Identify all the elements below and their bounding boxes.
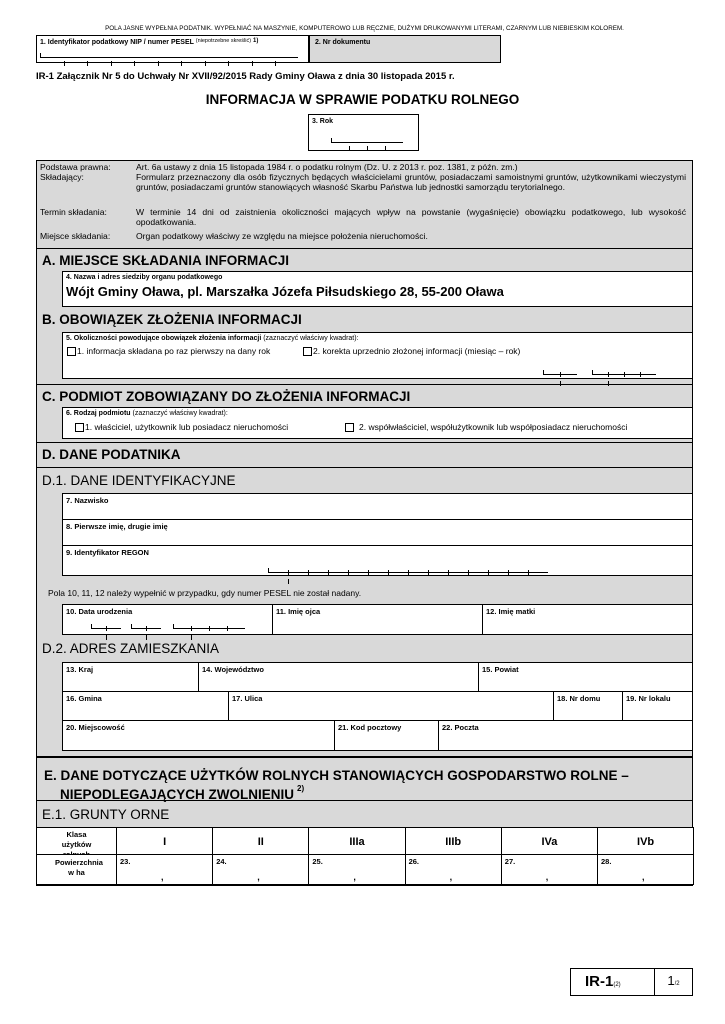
checkbox-co-owner[interactable] <box>345 423 354 432</box>
form-code: IR-1 <box>585 973 614 990</box>
field5-hint: (zaznaczyć właściwy kwadrat): <box>263 335 359 342</box>
province-field[interactable] <box>198 662 479 692</box>
city-field[interactable] <box>62 720 335 751</box>
area-field-number: 25. <box>312 857 323 866</box>
f10-label: 10. Data urodzenia <box>66 607 133 616</box>
f22-label: 22. Poczta <box>442 723 479 732</box>
area-input-cell[interactable] <box>405 854 502 885</box>
class-label: Klasa użytków <box>36 827 117 855</box>
area-input-cell[interactable] <box>212 854 309 885</box>
class-column-header: IIIb <box>405 827 502 855</box>
mother-name-field[interactable] <box>482 604 693 635</box>
field5-label: 5. Okoliczności powodujące obowiązek złożenia informacji <box>66 335 262 342</box>
option-co-owner[interactable] <box>345 422 627 432</box>
page-number-box <box>654 968 693 996</box>
f18-label: 18. Nr domu <box>557 694 601 703</box>
year-ticks-correction <box>592 370 656 375</box>
area-label: Powierzchnia w ha <box>36 854 117 885</box>
year-ticks <box>331 138 403 143</box>
f12-label: 12. Imię matki <box>486 607 536 616</box>
day-ticks <box>91 624 121 629</box>
decimal-comma: , <box>353 872 356 882</box>
area-field-number: 27. <box>504 857 516 866</box>
section-d2-title: D.2. ADRES ZAMIESZKANIA <box>42 641 220 656</box>
annex-reference: IR-1 Załącznik Nr 5 do Uchwały Nr XVII/92/2015 Rady Gminy Oława z dnia 30 listopada 2015 r. <box>36 71 455 82</box>
f15-label: 15. Powiat <box>482 665 519 674</box>
decimal-comma: , <box>449 872 453 882</box>
form-code-box <box>570 968 655 996</box>
apartment-number-field[interactable] <box>622 691 693 721</box>
basis-label: Podstawa prawna: <box>40 162 111 172</box>
area-input-cell[interactable] <box>308 854 405 885</box>
month-ticks <box>543 370 577 375</box>
section-c-title: C. PODMIOT ZOBOWIĄZANY DO ZŁOŻENIA INFORMACJI <box>36 384 693 408</box>
section-a-title: A. MIEJSCE SKŁADANIA INFORMACJI <box>36 248 693 272</box>
country-field[interactable] <box>62 662 199 692</box>
surname-field[interactable] <box>62 493 693 520</box>
pesel-note: Pola 10, 11, 12 należy wypełnić w przypadku, gdy numer PESEL nie został nadany. <box>48 588 362 598</box>
section-e-title-line2: NIEPODLEGAJĄCYCH ZWOLNIENIU <box>60 787 295 802</box>
f14-label: 14. Województwo <box>202 665 264 674</box>
option-first-time[interactable] <box>67 346 270 356</box>
street-field[interactable] <box>228 691 554 721</box>
option-owner[interactable] <box>75 422 288 432</box>
regon-ticks <box>268 568 548 573</box>
class-column-header: IVa <box>501 827 598 855</box>
form-code-sup: (2) <box>613 982 621 988</box>
filer-label: Składający: <box>40 172 84 182</box>
form-title: INFORMACJA W SPRAWIE PODATKU ROLNEGO <box>205 92 520 107</box>
house-number-field[interactable] <box>553 691 623 721</box>
basis-text: Art. 6a ustawy z dnia 15 listopada 1984 r. o podatku rolnym (Dz. U. z 2013 r. poz. 1381, z późn. zm.) <box>136 162 518 172</box>
option-first-time-label: 1. informacja składana po raz pierwszy na dany rok <box>77 346 271 356</box>
year-field[interactable] <box>308 114 419 151</box>
decimal-comma: , <box>161 872 164 882</box>
area-input-cell[interactable] <box>501 854 598 885</box>
field2-label: 2. Nr dokumentu <box>315 39 371 46</box>
deadline-label: Termin składania: <box>40 207 107 217</box>
field4-label: 4. Nazwa i adres siedziby organu podatkowego <box>66 274 223 281</box>
field6-label: 6. Rodzaj podmiotu <box>66 410 131 417</box>
place-label: Miejsce składania: <box>40 231 111 241</box>
page-total: /2 <box>674 981 680 987</box>
nip-pesel-field[interactable] <box>36 35 309 63</box>
f9-label: 9. Identyfikator REGON <box>66 548 149 557</box>
tax-office-field <box>62 271 693 307</box>
class-column-header: IIIa <box>308 827 405 855</box>
checkbox-first-time[interactable] <box>67 347 76 356</box>
area-input-cell[interactable] <box>116 854 213 885</box>
f20-label: 20. Miejscowość <box>66 723 125 732</box>
decimal-comma: , <box>545 872 549 882</box>
field3-label: 3. Rok <box>312 118 334 125</box>
decimal-comma: , <box>257 872 260 882</box>
filer-text: Formularz przeznaczony dla osób fizycznych będących właścicielami gruntów, posiadaczami samoistnymi gruntów, użytkownikami wieczystymi gruntów, posiadaczami gruntów stanowiących własność Skarbu Państwa lub jednostki samorządu terytorialnego. <box>136 172 686 192</box>
section-e-title-line1: E. DANE DOTYCZĄCE UŻYTKÓW ROLNYCH STANOWIĄCYCH GOSPODARSTWO ROLNE – <box>44 768 629 783</box>
obligation-field <box>62 332 693 379</box>
section-e-sup: 2) <box>297 784 305 793</box>
section-e1-title: E.1. GRUNTY ORNE <box>42 806 170 822</box>
field1-label: 1. Identyfikator podatkowy NIP / numer PESEL <box>40 39 194 46</box>
first-names-field[interactable] <box>62 519 693 546</box>
section-d-title: D. DANE PODATNIKA <box>36 442 693 466</box>
area-field-number: 28. <box>601 857 612 866</box>
class-column-header: II <box>212 827 309 855</box>
entity-type-field <box>62 407 693 439</box>
f21-label: 21. Kod pocztowy <box>338 723 402 732</box>
document-number-field <box>309 35 501 63</box>
place-text: Organ podatkowy właściwy ze względu na miejsce położenia nieruchomości. <box>136 231 428 241</box>
class-column-header: IVb <box>597 827 694 855</box>
checkbox-owner[interactable] <box>75 423 84 432</box>
option-co-owner-label: 2. współwłaściciel, współużytkownik lub współposiadacz nieruchomości <box>359 422 628 432</box>
f7-label: 7. Nazwisko <box>66 496 109 505</box>
area-field-number: 23. <box>120 857 131 866</box>
birth-date-field[interactable] <box>62 604 273 635</box>
section-e-header <box>36 756 693 801</box>
municipality-field[interactable] <box>62 691 229 721</box>
f17-label: 17. Ulica <box>232 694 263 703</box>
tax-office-value: Wójt Gminy Oława, pl. Marszałka Józefa Piłsudskiego 28, 55-200 Oława <box>66 284 504 299</box>
regon-field[interactable] <box>62 545 693 576</box>
birth-year-ticks <box>173 624 245 629</box>
area-field-number: 26. <box>408 857 420 866</box>
f13-label: 13. Kraj <box>66 665 94 674</box>
f8-label: 8. Pierwsze imię, drugie imię <box>66 522 168 531</box>
section-d1-title: D.1. DANE IDENTYFIKACYJNE <box>36 467 693 493</box>
f19-label: 19. Nr lokalu <box>626 694 671 703</box>
postal-code-field[interactable] <box>334 720 439 751</box>
field1-sup: 1) <box>253 38 259 44</box>
f11-label: 11. Imię ojca <box>276 607 321 616</box>
father-name-field[interactable] <box>272 604 483 635</box>
area-input-cell[interactable] <box>597 854 694 885</box>
section-b-title: B. OBOWIĄZEK ZŁOŻENIA INFORMACJI <box>42 312 302 327</box>
nip-ticks <box>40 53 298 58</box>
option-correction-label: 2. korekta uprzednio złożonej informacji (miesiąc – rok) <box>313 346 521 356</box>
district-field[interactable] <box>478 662 693 692</box>
field6-hint: (zaznaczyć właściwy kwadrat): <box>132 410 228 417</box>
option-correction[interactable] <box>303 346 520 356</box>
area-field-number: 24. <box>216 857 227 866</box>
top-instruction: POLA JASNE WYPEŁNIA PODATNIK. WYPEŁNIAĆ NA MASZYNIE, KOMPUTEROWO LUB RĘCZNIE, DUŻYMI DRUKOWANYMI LITERAMI, CZARNYM LUB NIEBIESKIM KOLOREM. <box>105 25 624 32</box>
deadline-text: W terminie 14 dni od zaistnienia okoliczności mających wpływ na powstanie (wygaśnięcie) obowiązku podatkowego, lub wysokość opodatkowania. <box>136 207 686 227</box>
birth-month-ticks <box>131 624 161 629</box>
field1-note: (niepotrzebne skreślić) <box>195 38 252 44</box>
decimal-comma: , <box>642 872 645 882</box>
f16-label: 16. Gmina <box>66 694 102 703</box>
class-column-header: I <box>116 827 213 855</box>
option-owner-label: 1. właściciel, użytkownik lub posiadacz nieruchomości <box>85 422 289 432</box>
page-number: 1 <box>667 973 675 988</box>
post-office-field[interactable] <box>438 720 693 751</box>
checkbox-correction[interactable] <box>303 347 312 356</box>
